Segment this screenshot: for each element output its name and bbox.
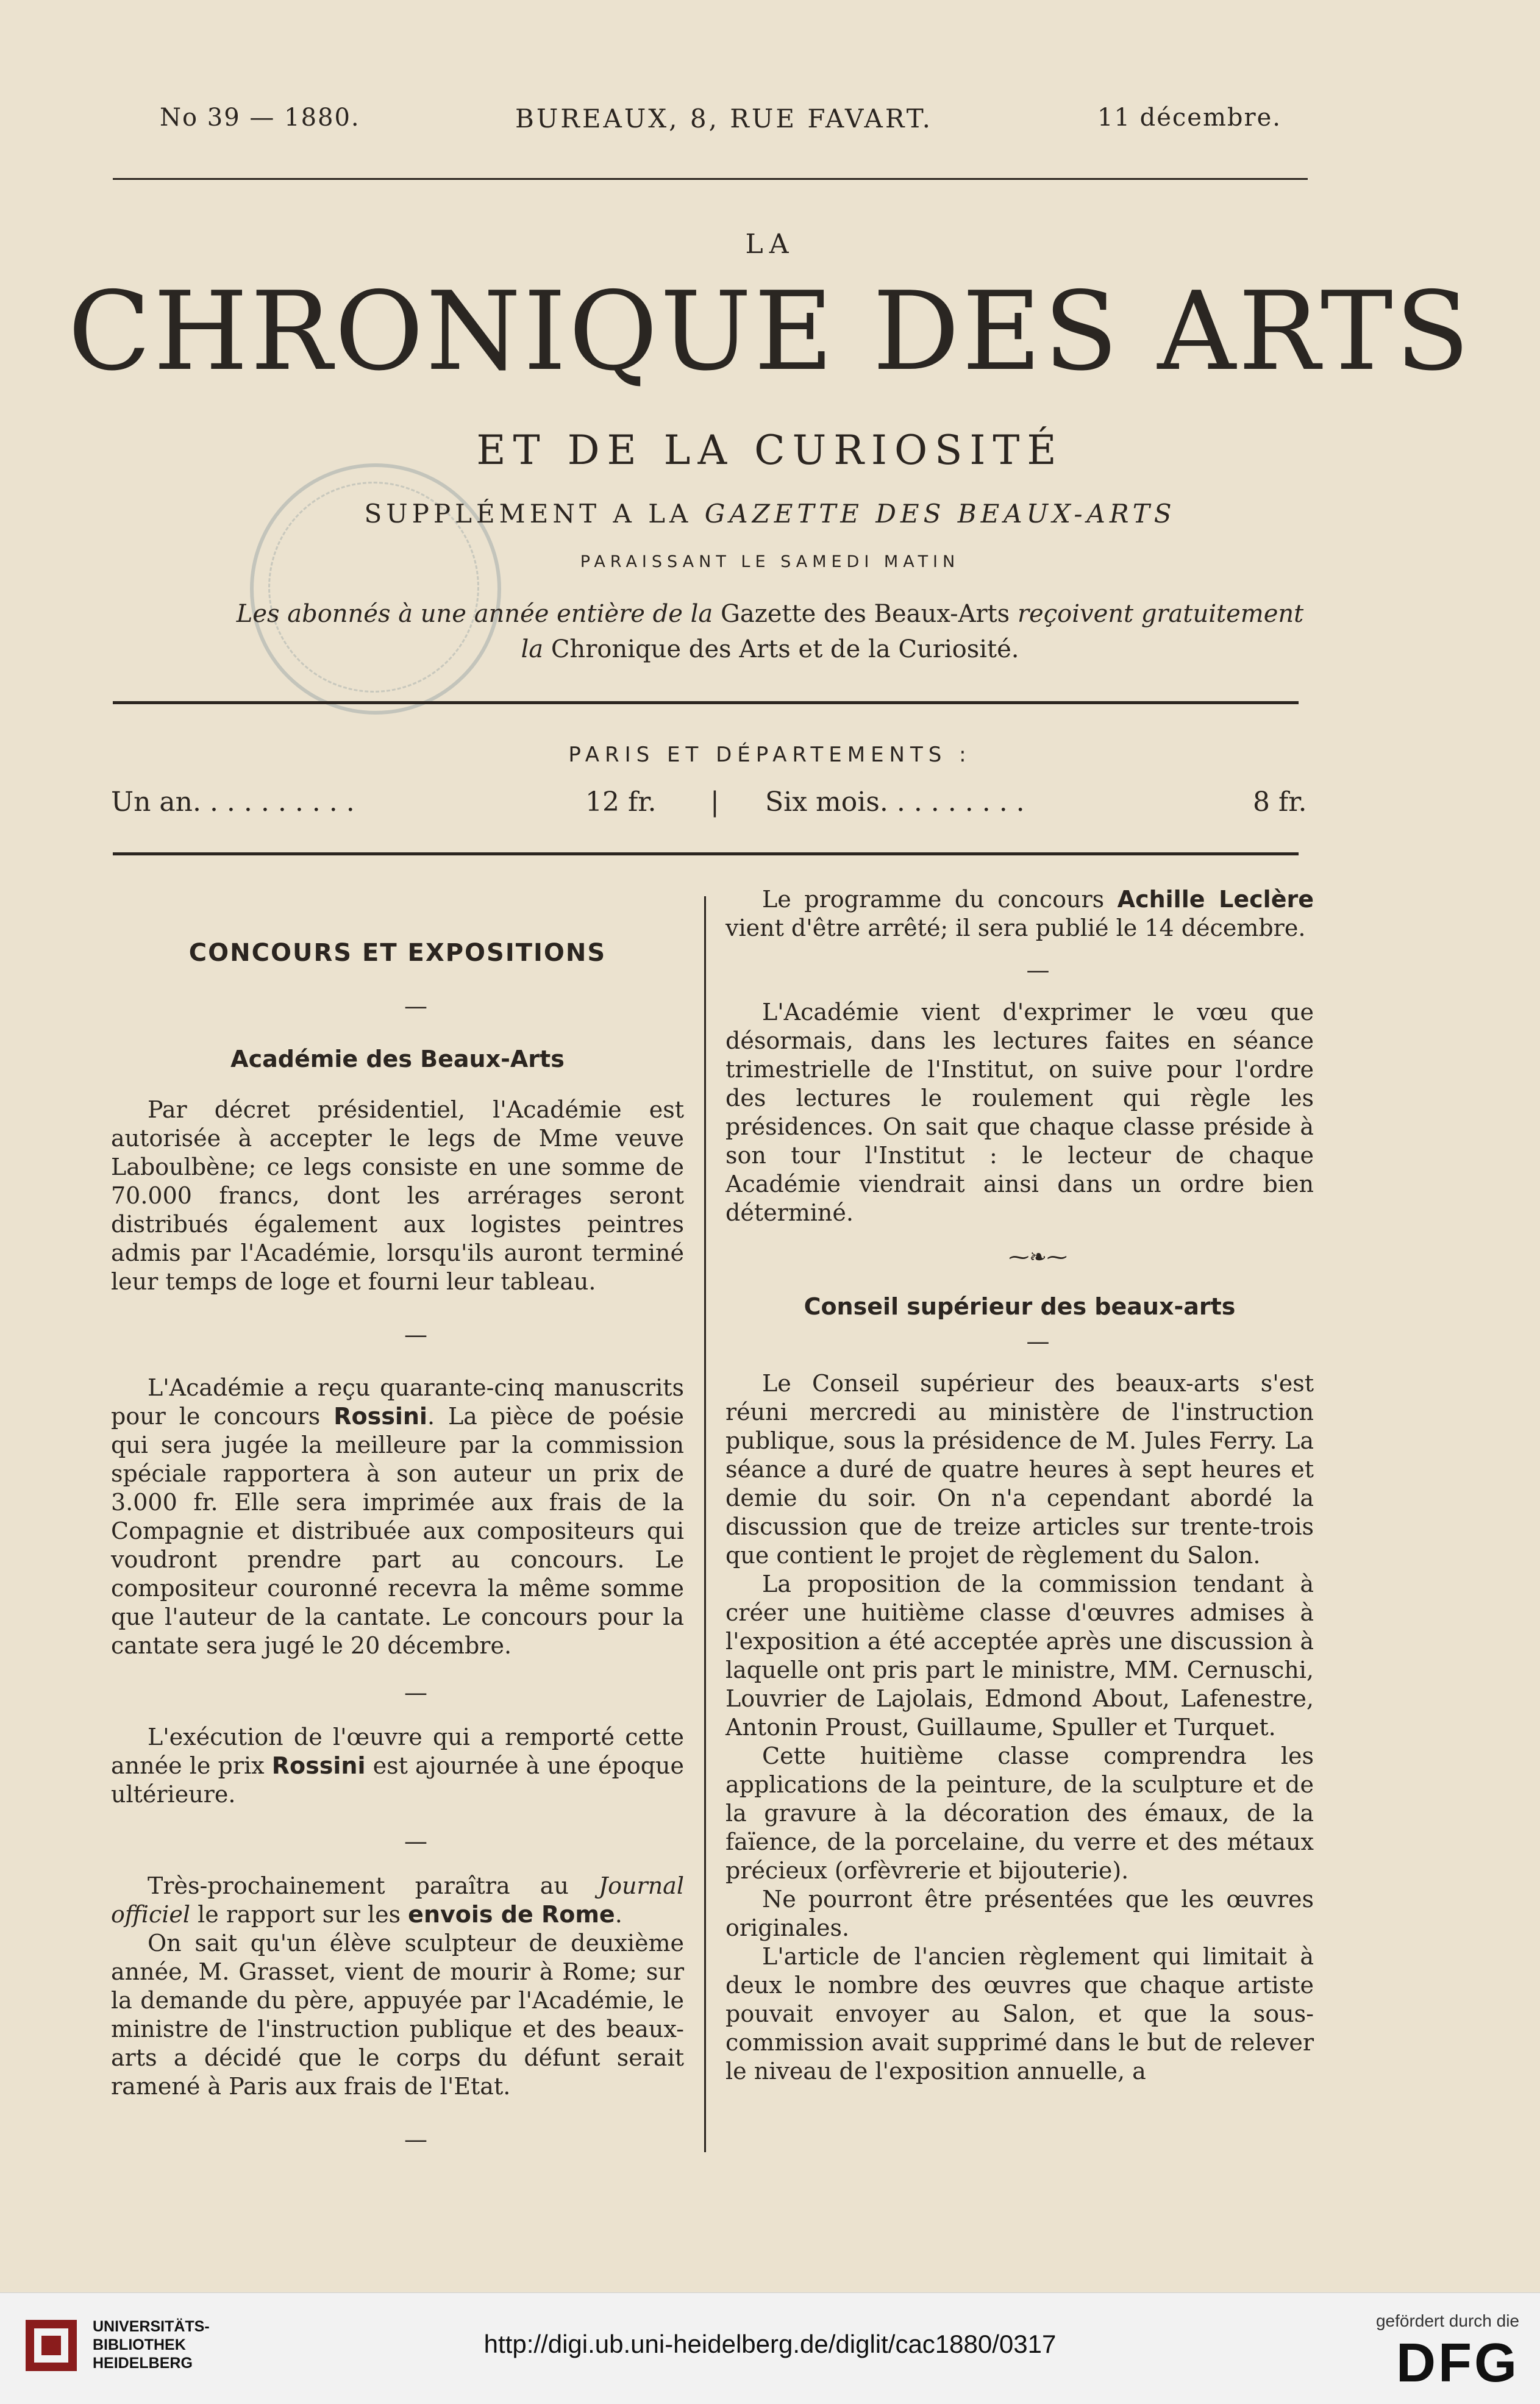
price-divider: | <box>710 786 719 818</box>
source-url-link[interactable]: http://digi.ub.uni-heidelberg.de/diglit/cac1880/0317 <box>483 2330 1057 2358</box>
paragraph-huitieme-classe: La proposition de la commission tendant à créer une huitième classe d'œuvres admises à l'exposition a été acceptée après une discussion à laquelle ont pris part le ministre, MM. Cernuschi, Louvrier de Lajolais, Edmond About, Lafenestre, Antonin Proust, Guillaume, Spuller et Turquet. <box>725 1571 1314 1741</box>
left-column <box>111 939 684 2154</box>
ornament-divider: ⁓❧⁓ <box>1008 1245 1068 1269</box>
subscription-heading: PARIS ET DÉPARTEMENTS : <box>568 743 972 767</box>
paragraph-originales: Ne pourront être présentées que les œuvres originales. <box>725 1886 1314 1941</box>
digitization-footer <box>0 2292 1540 2404</box>
separator-dash: — <box>404 1828 427 1855</box>
right-column <box>725 885 1314 2086</box>
paragraph-grasset: On sait qu'un élève sculpteur de deuxième année, M. Grasset, vient de mourir à Rome; sur la demande du père, appuyée par l'Académie, le ministre de l'instruction publique et des beaux-arts a décidé que le corps du défunt serait ramené à Paris aux frais de l'Etat. <box>111 1930 684 2100</box>
paragraph-rossini-concours: L'Académie a reçu quarante-cinq manuscrits pour le concours Rossini. La pièce de poésie qui sera jugée la meilleure par la commission spéciale rapportera à son auteur un prix de 3.000 fr. Elle sera imprimée aux frais de la Compagnie et distribuée aux compositeurs qui voudront prendre part au concours. Le compositeur couronné recevra la même somme que l'auteur de la cantate. Le concours pour la cantate sera jugé le 20 décembre. <box>111 1374 685 1659</box>
subscription-rule <box>113 852 1299 855</box>
masthead-subtitle: ET DE LA CURIOSITÉ <box>476 427 1064 474</box>
subtitle-academie: Académie des Beaux-Arts <box>230 1046 565 1072</box>
masthead-title: CHRONIQUE DES ARTS <box>68 268 1472 394</box>
separator-dash: — <box>1026 957 1050 983</box>
issue-date: 11 décembre. <box>1097 104 1282 132</box>
column-divider <box>704 896 706 2152</box>
paragraph-envois-rome: Très-prochainement paraîtra au Journal officiel le rapport sur les envois de Rome. <box>111 1872 684 1928</box>
section-title-conseil: Conseil supérieur des beaux-arts <box>804 1293 1236 1320</box>
price-six-months-label: Six mois. . . . . . . . . <box>765 786 1025 818</box>
header-rule <box>113 178 1308 180</box>
supplement-gazette: GAZETTE DES BEAUX-ARTS <box>704 499 1176 529</box>
dfg-funding-text: gefördert durch die <box>1375 2311 1519 2330</box>
paragraph-conseil-reuni: Le Conseil supérieur des beaux-arts s'est réuni mercredi au ministère de l'instruction publique, sous la présidence de M. Jules Ferry. La séance a duré de quatre heures à sept heures et demie du soir. On n'a cependant abordé la discussion que de treize articles sur trente-trois que contient le projet de règlement du Salon. <box>725 1370 1314 1569</box>
paragraph-achille-leclere: Le programme du concours Achille Leclère vient d'être arrêté; il sera publié le 14 décembre. <box>725 886 1314 941</box>
abonnes-text-a: Les abonnés à une année entière de la <box>236 600 713 628</box>
price-year-label: Un an. . . . . . . . . . <box>111 786 355 818</box>
separator-dash: — <box>1026 1328 1050 1355</box>
separator-dash: — <box>404 2126 427 2153</box>
price-six-months-value: 8 fr. <box>1253 786 1307 818</box>
abonnes-notice <box>0 596 1540 667</box>
abonnes-text-b: reçoivent gratuitement <box>1017 600 1304 628</box>
abonnes-chronique: Chronique des Arts et de la Curiosité. <box>551 635 1019 663</box>
paragraph-legs: Par décret présidentiel, l'Académie est autorisée à accepter le legs de Mme veuve Laboulbène; ce legs consiste en une somme de 70.000 francs, dont les arrérages seront distribués également aux logistes peintres admis par l'Académie, lorsqu'ils auront terminé leur temps de loge et fourni leur tableau. <box>111 1096 684 1295</box>
paragraph-lectures-institut: L'Académie vient d'exprimer le vœu que désormais, dans les lectures faites en séance trimestrielle de l'Institut, on suive pour l'ordre des lectures le roulement qui règle les présidences. On sait que chaque classe préside à son tour l'Institut : le lecteur de chaque Académie viendrait ainsi dans un ordre bien déterminé. <box>725 999 1314 1226</box>
paragraph-rossini-execution: L'exécution de l'œuvre qui a remporté cette année le prix Rossini est ajournée à une époque ultérieure. <box>111 1724 684 1808</box>
university-name: UNIVERSITÄTS- BIBLIOTHEK HEIDELBERG <box>93 2318 210 2372</box>
bureaux-address: BUREAUX, 8, RUE FAVART. <box>515 104 933 134</box>
section-title-concours: CONCOURS ET EXPOSITIONS <box>188 939 607 967</box>
supplement-line <box>0 499 1540 529</box>
supplement-prefix: SUPPLÉMENT A LA <box>364 499 693 529</box>
issue-number: No 39 — 1880. <box>160 104 360 132</box>
masthead-rule <box>113 701 1299 704</box>
dfg-logo: DFG <box>1396 2333 1519 2394</box>
paragraph-applications: Cette huitième classe comprendra les applications de la peinture, de la sculpture et de la gravure à la décoration des émaux, de la faïence, de la porcelaine, du verre et des métaux précieux (orfèvrerie et bijouterie). <box>725 1742 1314 1884</box>
abonnes-text-c: la <box>521 635 544 663</box>
separator-dash: — <box>404 1679 427 1706</box>
separator-dash: — <box>404 993 427 1019</box>
price-year-value: 12 fr. <box>585 786 657 818</box>
abonnes-gazette: Gazette des Beaux-Arts <box>720 600 1010 628</box>
paraissant-line: PARAISSANT LE SAMEDI MATIN <box>580 552 960 571</box>
separator-dash: — <box>404 1321 427 1348</box>
masthead-la: LA <box>745 229 795 260</box>
paragraph-ancien-reglement: L'article de l'ancien règlement qui limitait à deux le nombre des œuvres que chaque artiste pouvait envoyer au Salon, et que la sous-commission avait supprimé dans le but de relever le niveau de l'exposition annuelle, a <box>725 1943 1314 2085</box>
